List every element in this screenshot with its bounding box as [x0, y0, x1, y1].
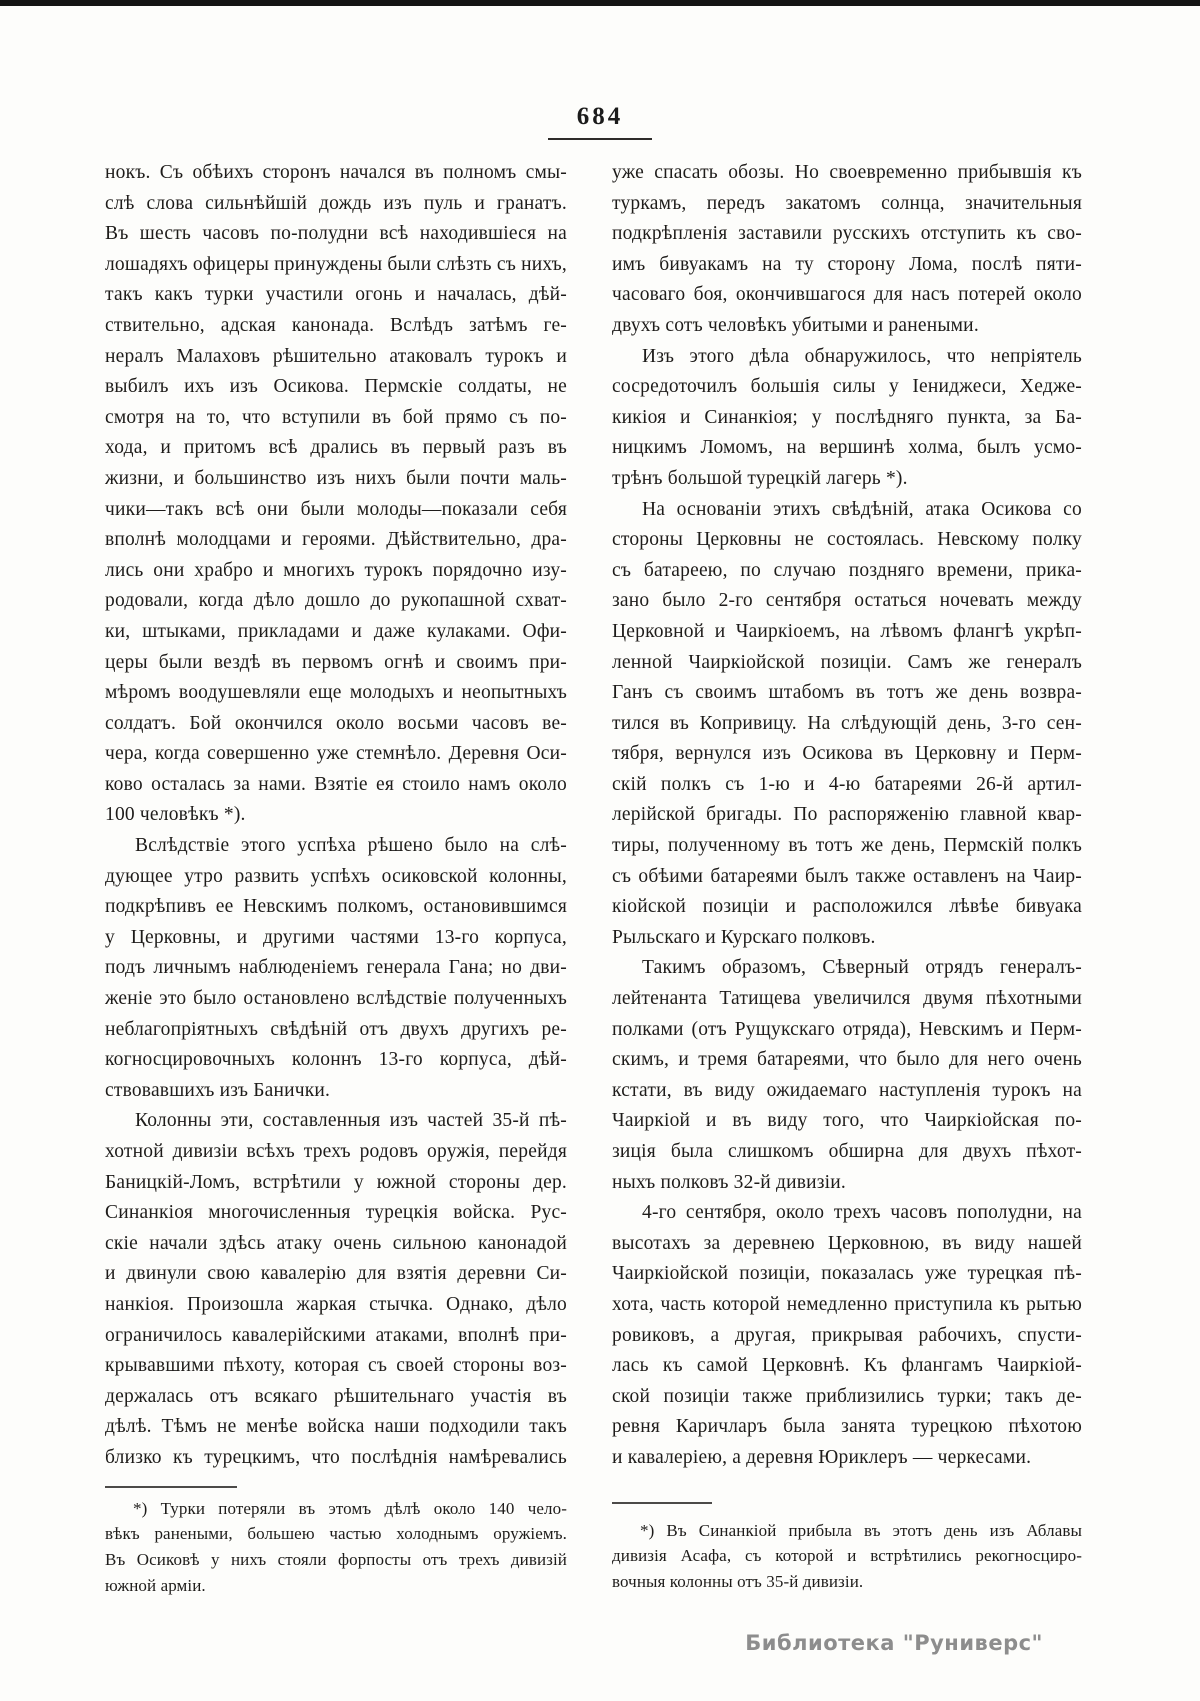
text-line: слѣ слова сильнѣйшій дождь изъ пуль и гранатъ.	[105, 192, 567, 214]
text-line: хода, и притомъ всѣ дрались въ первый разъ въ	[105, 437, 567, 459]
text-line: и двинули свою кавалерію для взятія деревни Си-	[105, 1263, 567, 1285]
footnote-separator	[105, 1486, 237, 1488]
text-line: съ батареею, по случаю поздняго времени, прика-	[612, 559, 1082, 581]
text-line: 100 человѣкъ *).	[105, 804, 246, 826]
text-line: близко къ турецкимъ, что послѣднія намѣревались	[105, 1446, 567, 1468]
text-line: кіойской позиціи и расположился лѣвѣе бивуака	[612, 896, 1082, 918]
text-line: тился въ Копривицу. На слѣдующій день, 3-го сен-	[612, 712, 1082, 734]
text-line: скіе начали здѣсь атаку очень сильною канонадой	[105, 1232, 567, 1254]
footnote-separator	[612, 1502, 712, 1504]
text-line: кстати, въ виду ожидаемаго наступленія турокъ на	[612, 1079, 1082, 1101]
text-line: нералъ Малаховъ рѣшительно атаковалъ турокъ и	[105, 345, 567, 367]
text-line: зиція была слишкомъ обширна для двухъ пѣхот-	[612, 1141, 1082, 1162]
text-line: двухъ сотъ человѣкъ убитыми и ранеными.	[612, 314, 979, 336]
text-line: скій полкъ съ 1-ю и 4-ю батареями 26-й артил-	[612, 773, 1082, 795]
text-line: Вслѣдствіе этого успѣха рѣшено было на слѣ-	[135, 835, 567, 857]
text-line: ствительно, адская канонада. Вслѣдъ затѣмъ ге-	[105, 314, 567, 336]
page-number-rule	[548, 138, 652, 140]
text-line: Изъ этого дѣла обнаружилось, что непріятель	[642, 345, 1082, 367]
text-line: жизни, и большинство изъ нихъ были почти маль-	[105, 467, 567, 489]
text-line: лошадяхъ офицеры принуждены были слѣзть съ нихъ,	[105, 253, 567, 275]
text-line: трѣнъ большой турецкій лагерь *).	[612, 467, 908, 489]
text-line: чики—такъ всѣ они были молоды—показали себя	[105, 498, 567, 520]
text-line: высотахъ за деревнею Церковною, въ виду нашей	[612, 1232, 1082, 1254]
text-line: держалась отъ всякаго рѣшительнаго участія въ	[105, 1385, 567, 1407]
text-line: дующее утро развить успѣхъ осиковской колонны,	[105, 865, 567, 887]
text-line: Въ шесть часовъ по-полудни всѣ находившіеся на	[105, 223, 567, 245]
footnote-line: вочныя колонны отъ 35-й дивизіи.	[612, 1572, 864, 1592]
text-line: полками (отъ Рущукскаго отряда), Невскимъ и Перм-	[612, 1018, 1082, 1040]
text-line: лись они храбро и многихъ турокъ порядочно изу-	[105, 559, 567, 581]
page-body	[105, 158, 1082, 1599]
text-line: часоваго боя, окончившагося для насъ потерей около	[612, 284, 1082, 306]
page-header	[0, 103, 1200, 140]
text-line: подкрѣпленія заставили русскихъ отступить къ сво-	[612, 223, 1082, 245]
text-line: стороны Церковны не состоялась. Невскому полку	[612, 529, 1082, 551]
text-line: неблагопріятныхъ свѣдѣній отъ двухъ другихъ ре-	[105, 1018, 567, 1040]
text-line: Церковной и Чаиркіоемъ, на лѣвомъ флангѣ укрѣп-	[612, 620, 1082, 642]
text-line: чера, когда совершенно уже стемнѣло. Деревня Оси-	[105, 743, 567, 765]
text-line: Такимъ образомъ, Сѣверный отрядъ генералъ-	[642, 957, 1082, 979]
text-line: нокъ. Съ обѣихъ сторонъ начался въ полномъ смы-	[105, 162, 567, 183]
text-line: сосредоточилъ большія силы у Іениджеси, Хедже-	[612, 376, 1082, 398]
text-line: ныхъ полковъ 32-й дивизіи.	[612, 1171, 847, 1193]
text-line: тября, вернулся изъ Осикова въ Церковну и Перм-	[612, 743, 1082, 765]
text-line: хота, часть которой немедленно приступила къ рытью	[612, 1293, 1082, 1315]
scan-edge-artifact	[0, 0, 1200, 6]
footnote-line: *) Въ Синанкіой прибыла въ этотъ день изъ Аблавы	[640, 1520, 1082, 1540]
text-line: Рыльскаго и Курскаго полковъ.	[612, 926, 876, 948]
text-line: вполнѣ молодцами и героями. Дѣйствительно, дра-	[105, 529, 567, 551]
text-line: Баницкій-Ломъ, встрѣтили у южной стороны дер.	[105, 1171, 567, 1193]
text-line: туркамъ, передъ закатомъ солнца, значительныя	[612, 192, 1082, 214]
text-line: ки, штыками, прикладами и даже кулаками. Офи-	[105, 620, 567, 642]
text-line: ограничилось кавалерійскими атаками, вполнѣ при-	[105, 1324, 567, 1346]
text-line: женіе это было остановлено вслѣдствіе полученныхъ	[105, 988, 567, 1010]
text-line: родовали, когда дѣло дошло до рукопашной схват-	[105, 590, 567, 612]
footnote-line: *) Турки потеряли въ этомъ дѣлѣ около 140 чело-	[133, 1498, 567, 1518]
text-column-right	[612, 158, 1082, 1599]
text-line: ровиковъ, а другая, прикрывая рабочихъ, спусти-	[612, 1324, 1082, 1346]
text-line: тиры, полученному въ тотъ же день, Пермскій полкъ	[612, 835, 1082, 857]
text-line: хотной дивизіи всѣхъ трехъ родовъ оружія, перейдя	[105, 1141, 567, 1162]
footnote-line: южной арміи.	[105, 1575, 206, 1595]
text-line: ково осталась за нами. Взятіе ея стоило намъ около	[105, 773, 567, 795]
text-line: Чаиркіой и въ виду того, что Чаиркіойская по-	[612, 1110, 1082, 1132]
text-line: лась къ самой Церковнѣ. Къ флангамъ Чаиркіой-	[612, 1355, 1082, 1377]
text-line: лерійской бригады. По распоряженію главной квар-	[612, 804, 1082, 826]
text-line: Чаиркіойской позиціи, показалась уже турецкая пѣ-	[612, 1263, 1082, 1285]
text-line: Синанкіоя многочисленныя турецкія войска. Рус-	[105, 1202, 567, 1224]
footnote-line: Въ Осиковѣ у нихъ стояли форпосты отъ трехъ дивизій	[105, 1550, 567, 1570]
text-line: выбилъ ихъ изъ Осикова. Пермскіе солдаты, не	[105, 376, 567, 398]
text-line: 4-го сентября, около трехъ часовъ пополудни, на	[642, 1202, 1082, 1224]
text-line: Ганъ съ своимъ штабомъ въ тотъ же день возвра-	[612, 682, 1082, 704]
text-line: у Церковны, и другими частями 13-го корпуса,	[105, 926, 567, 948]
footnote-line: дивизія Асафа, съ которой и встрѣтились рекогносциро-	[612, 1546, 1082, 1566]
text-line: Колонны эти, составленныя изъ частей 35-й пѣ-	[135, 1110, 567, 1132]
text-line: скимъ, и тремя батареями, что было для него очень	[612, 1049, 1082, 1071]
text-line: ленной Чаиркіойской позиціи. Самъ же генералъ	[612, 651, 1082, 673]
text-line: солдатъ. Бой окончился около восьми часовъ ве-	[105, 712, 567, 734]
text-line: кикіоя и Синанкіоя; у послѣдняго пункта, за Ба-	[612, 406, 1082, 428]
text-line: церы были вездѣ въ первомъ огнѣ и своимъ при-	[105, 651, 567, 673]
text-line: имъ бивуакамъ на ту сторону Лома, послѣ пяти-	[612, 253, 1082, 275]
text-line: смотря на то, что вступили въ бой прямо съ по-	[105, 406, 567, 428]
text-line: дѣлѣ. Тѣмъ не менѣе войска наши подходили такъ	[105, 1416, 567, 1438]
text-line: и кавалеріею, а деревня Юриклеръ — черкесами.	[612, 1446, 1032, 1468]
page-number: 684	[576, 103, 624, 130]
text-line: ницкимъ Ломомъ, на вершинѣ холма, былъ усмо-	[612, 437, 1082, 459]
text-line: такъ какъ турки участили огонь и началась, дѣй-	[105, 284, 567, 306]
text-line: лейтенанта Татищева увеличился двумя пѣхотными	[612, 988, 1082, 1010]
text-line: мѣромъ воодушевляли еще молодыхъ и неопытныхъ	[105, 682, 567, 704]
text-column-left	[105, 158, 567, 1599]
text-line: На основаніи этихъ свѣдѣній, атака Осикова со	[642, 498, 1082, 520]
text-line: съ обѣими батареями былъ также оставленъ на Чаир-	[612, 865, 1082, 887]
text-line: подкрѣпивъ ее Невскимъ полкомъ, остановившимся	[105, 896, 567, 918]
text-line: ствовавшихъ изъ Банички.	[105, 1079, 331, 1101]
text-line: когносцировочныхъ колоннъ 13-го корпуса, дѣй-	[105, 1049, 567, 1071]
text-line: уже спасать обозы. Но своевременно прибывшія къ	[612, 162, 1082, 183]
text-line: нанкіоя. Произошла жаркая стычка. Однако, дѣло	[105, 1293, 567, 1315]
text-line: ревня Каричларъ была занята турецкою пѣхотою	[612, 1416, 1082, 1438]
text-line: ской позиціи также приблизились турки; такъ де-	[612, 1385, 1082, 1407]
text-line: крывавшими пѣхоту, которая съ своей стороны воз-	[105, 1355, 567, 1377]
library-watermark: Библиотека "Руниверс"	[745, 1631, 1043, 1655]
text-line: подъ личнымъ наблюденіемъ генерала Гана; но дви-	[105, 957, 567, 979]
text-line: зано было 2-го сентября остаться ночевать между	[612, 590, 1082, 612]
footnote-line: вѣкъ ранеными, большею частью холоднымъ оружіемъ.	[105, 1524, 567, 1544]
